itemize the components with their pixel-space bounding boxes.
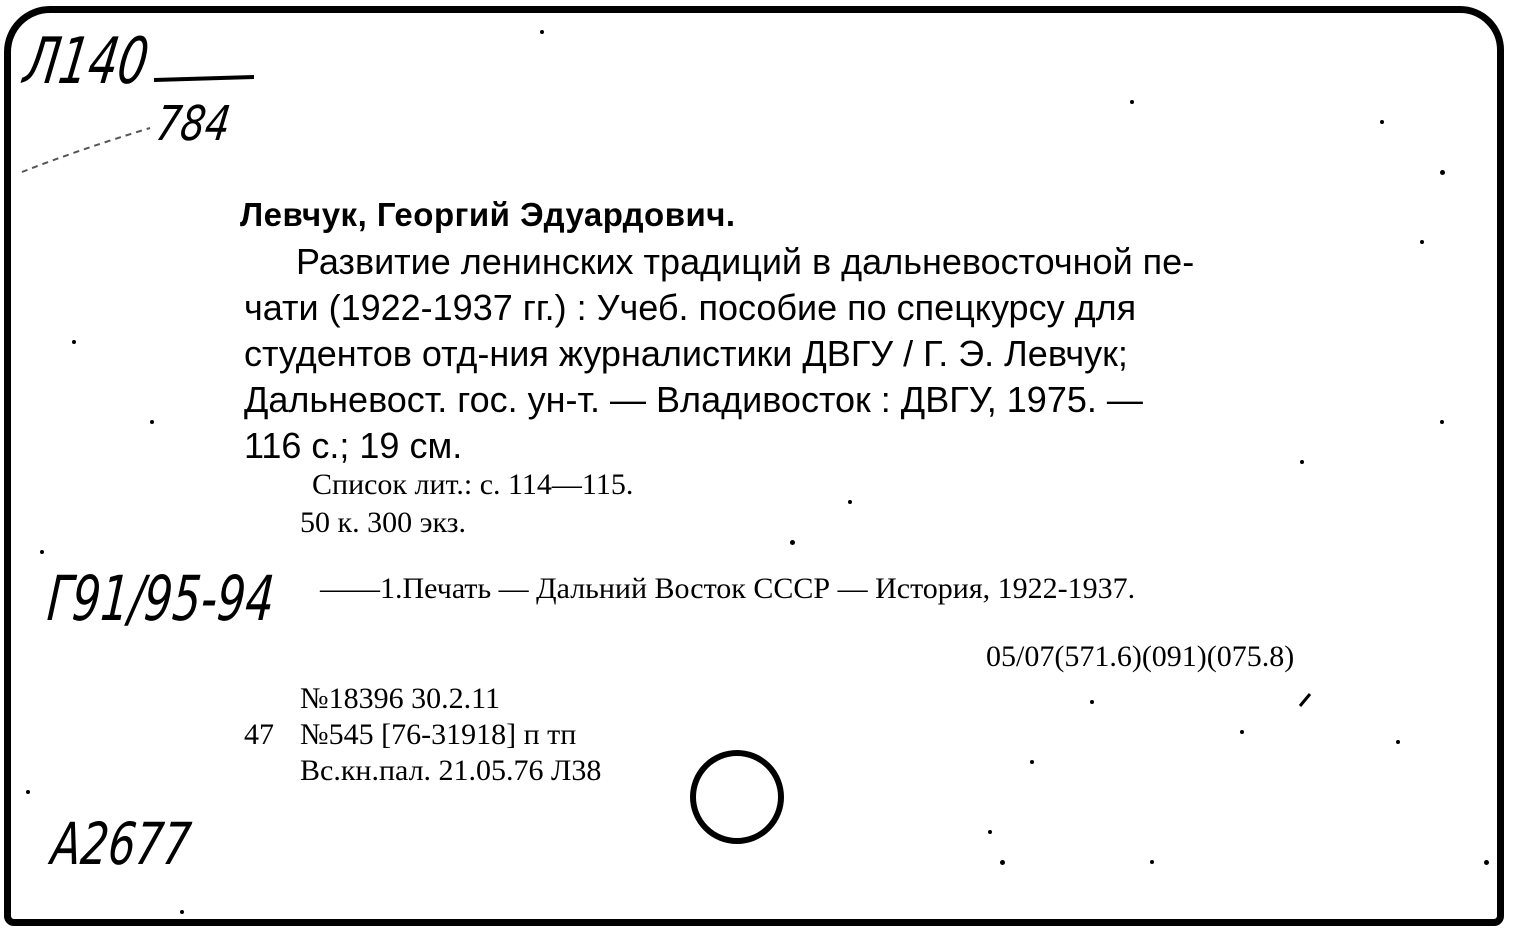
title-line-5: 116 с.; 19 см.	[244, 425, 463, 466]
scan-speck	[1380, 120, 1384, 124]
title-line-2: чати (1922-1937 гг.) : Учеб. пособие по спецкурсу для	[244, 287, 1137, 328]
scan-speck	[1240, 730, 1244, 734]
scan-speck	[540, 30, 544, 34]
subject-heading: ——1.Печать — Дальний Восток СССР — История, 1922-1937.	[320, 572, 1136, 605]
handwritten-classification: Г91/95-94	[44, 562, 277, 635]
scan-speck	[1396, 740, 1400, 744]
handwritten-call-number-sub: 784	[152, 96, 234, 152]
scan-speck	[1440, 420, 1444, 424]
price-print-run: 50 к. 300 экз.	[300, 506, 466, 539]
chamber-prefix: 47	[244, 718, 274, 751]
scan-speck	[1150, 860, 1154, 864]
scan-speck	[26, 790, 30, 794]
pencil-stroke	[18, 120, 158, 180]
scan-speck	[72, 340, 76, 344]
scan-speck	[1030, 760, 1034, 764]
bibliography-note: Список лит.: с. 114—115.	[312, 468, 634, 501]
title-line-1: Развитие ленинских традиций в дальневосточной пе-	[296, 241, 1195, 282]
scan-speck	[988, 830, 992, 834]
title-line-3: студентов отд-ния журналистики ДВГУ / Г. Э. Левчук;	[244, 333, 1128, 374]
call-number-underline	[150, 72, 260, 86]
handwritten-accession-number: А2677	[48, 810, 195, 878]
handwritten-call-number: Л140	[19, 25, 154, 99]
chamber-number: №545 [76-31918] п тп	[300, 718, 577, 751]
scan-speck	[790, 540, 795, 545]
punch-hole	[690, 750, 784, 844]
author-heading: Левчук, Георгий Эдуардович.	[240, 196, 736, 233]
scan-speck	[848, 500, 852, 504]
scan-speck	[1440, 170, 1445, 175]
scan-speck	[1130, 100, 1134, 104]
scan-speck	[1420, 240, 1424, 244]
scan-speck	[40, 550, 44, 554]
title-line-4: Дальневост. гос. ун-т. — Владивосток : ДВГУ, 1975. —	[244, 379, 1143, 420]
scan-speck	[1300, 460, 1304, 464]
scan-speck	[180, 910, 184, 914]
scan-speck	[150, 420, 154, 424]
scan-speck	[1484, 860, 1489, 865]
scan-speck	[1090, 700, 1094, 704]
scan-speck	[1000, 860, 1005, 865]
record-number: №18396 30.2.11	[300, 682, 501, 715]
udc-index: 05/07(571.6)(091)(075.8)	[986, 640, 1295, 673]
tick-mark	[1296, 690, 1316, 710]
chamber-line: Вс.кн.пал. 21.05.76 Л38	[300, 754, 602, 787]
